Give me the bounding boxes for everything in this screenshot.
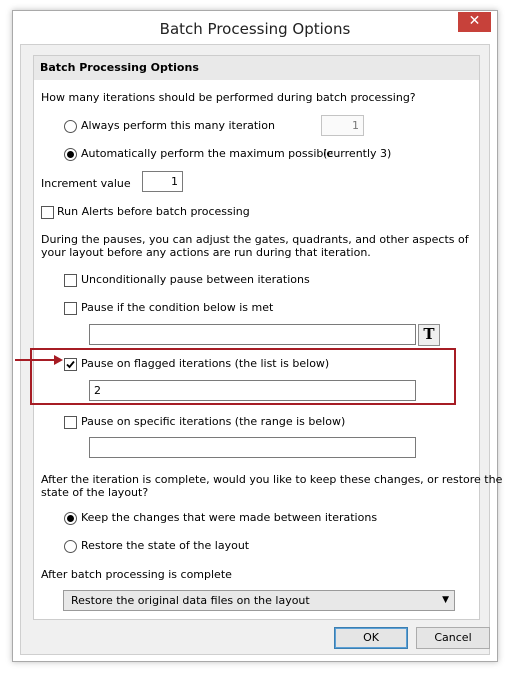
after-batch-select[interactable]: [63, 590, 455, 611]
specific-iterations-input[interactable]: [89, 437, 416, 458]
text-format-icon: T: [423, 325, 435, 343]
unconditional-pause-checkbox[interactable]: [64, 274, 77, 287]
window-title: Batch Processing Options: [159, 20, 351, 38]
iterations-question: How many iterations should be performed during batch processing?: [41, 91, 416, 104]
title-bar[interactable]: [13, 11, 497, 45]
pauses-description-line1: During the pauses, you can adjust the gates, quadrants, and other aspects of: [41, 233, 469, 246]
radio-max-iterations[interactable]: [64, 148, 77, 161]
flagged-pause-label[interactable]: Pause on flagged iterations (the list is below): [81, 357, 330, 370]
ok-button[interactable]: OK: [334, 627, 408, 649]
run-alerts-label[interactable]: Run Alerts before batch processing: [57, 205, 250, 218]
radio-restore-layout[interactable]: [64, 540, 77, 553]
after-iteration-question-line2: state of the layout?: [41, 486, 149, 499]
specific-pause-label[interactable]: Pause on specific iterations (the range is below): [81, 415, 346, 428]
radio-fixed-iterations[interactable]: [64, 120, 77, 133]
flagged-iterations-input[interactable]: 2: [89, 380, 416, 401]
close-icon: ✕: [468, 13, 481, 29]
options-panel: [33, 55, 503, 620]
dialog-window: [12, 10, 503, 662]
run-alerts-checkbox[interactable]: [41, 206, 54, 219]
after-iteration-question-line1: After the iteration is complete, would you like to keep these changes, or restore the: [41, 473, 503, 486]
close-button[interactable]: [458, 12, 491, 32]
pauses-description-line2: your layout before any actions are run during that iteration.: [41, 246, 371, 259]
specific-pause-checkbox[interactable]: [64, 416, 77, 429]
current-iterations-note: (currently 3): [323, 147, 392, 160]
pointer-arrow-line: [15, 359, 56, 361]
condition-pause-checkbox[interactable]: [64, 302, 77, 315]
pointer-arrow-icon: [54, 355, 63, 365]
radio-keep-changes-label[interactable]: Keep the changes that were made between iterations: [81, 511, 378, 524]
chevron-down-icon: ▼: [442, 595, 449, 605]
condition-pause-label[interactable]: Pause if the condition below is met: [81, 301, 274, 314]
radio-keep-changes[interactable]: [64, 512, 77, 525]
cancel-button[interactable]: Cancel: [416, 627, 490, 649]
radio-fixed-iterations-label[interactable]: Always perform this many iteration: [81, 119, 275, 132]
condition-format-button[interactable]: [418, 324, 440, 346]
radio-restore-layout-label[interactable]: Restore the state of the layout: [81, 539, 250, 552]
increment-input[interactable]: 1: [142, 171, 183, 192]
after-batch-selected-value: Restore the original data files on the layout: [71, 594, 310, 607]
condition-input[interactable]: [89, 324, 416, 345]
fixed-iterations-input[interactable]: 1: [321, 115, 364, 136]
section-header: Batch Processing Options: [34, 56, 479, 80]
after-batch-label: After batch processing is complete: [41, 568, 232, 581]
highlight-box: [30, 348, 456, 405]
unconditional-pause-label[interactable]: Unconditionally pause between iterations: [81, 273, 310, 286]
radio-max-iterations-label[interactable]: Automatically perform the maximum possible: [81, 147, 334, 160]
increment-label: Increment value: [41, 177, 131, 190]
